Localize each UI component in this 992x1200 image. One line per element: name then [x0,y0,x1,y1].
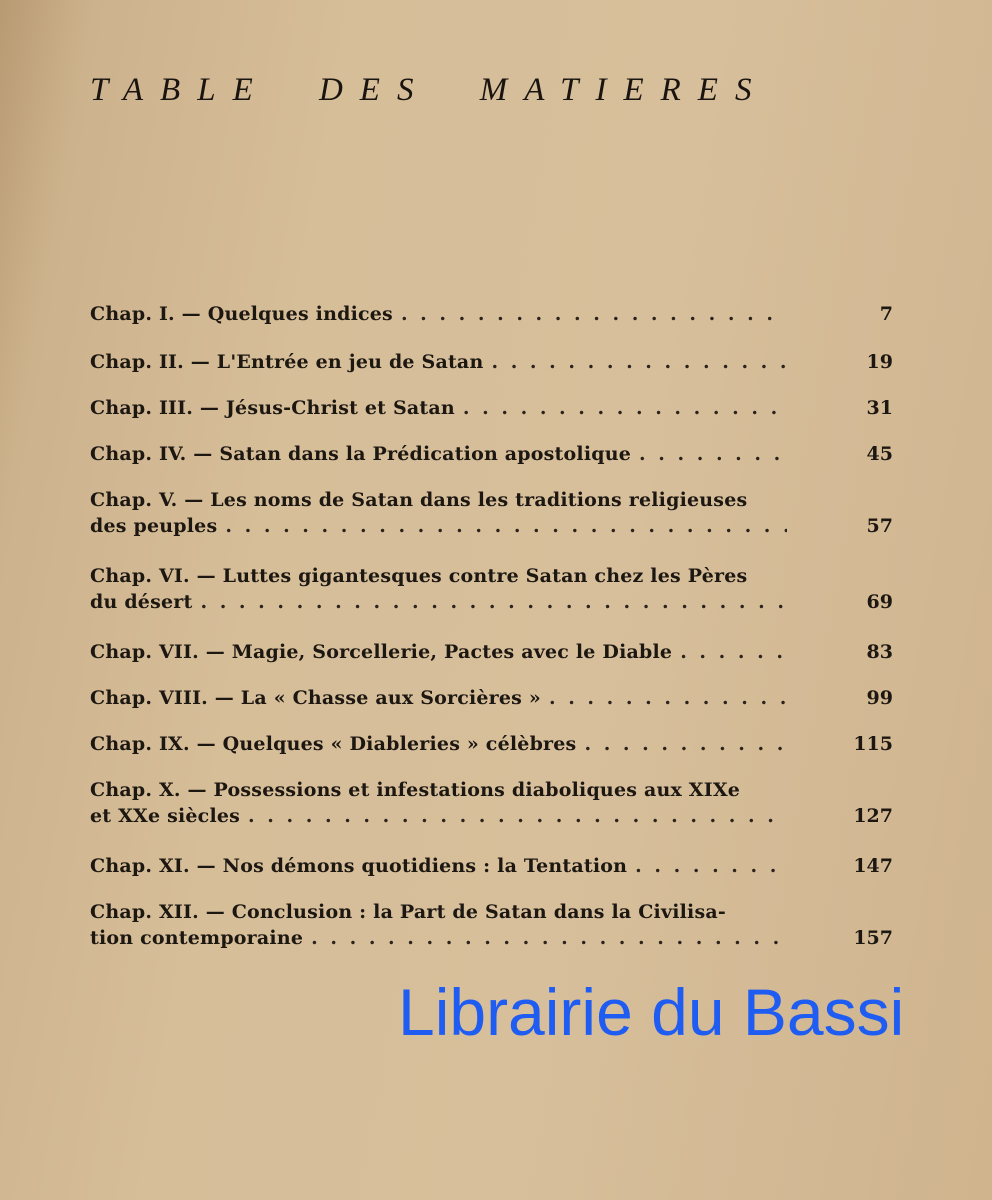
toc-entry-title: Chap. V. — Les noms de Satan dans les traditions religieuses [90,489,748,511]
toc-entry-title: Chap. I. — Quelques indices [90,303,393,325]
toc-entry-title: Chap. IV. — Satan dans la Prédication apostolique [90,443,632,465]
toc-entry [90,732,900,756]
leader-dots [584,732,787,756]
toc-entry [90,350,900,374]
leader-dots [639,442,787,466]
toc-entry-title: Chap. X. — Possessions et infestations diaboliques aux XIXe [90,779,741,801]
toc-entry [90,396,900,420]
toc-entry-title-continued: tion contemporaine [90,927,304,949]
leader-dots [401,302,787,326]
toc-entry-title: Chap. VII. — Magie, Sorcellerie, Pactes avec le Diable [90,641,673,663]
toc-entry [90,488,900,538]
leader-dots [311,926,787,950]
toc-entry [90,302,900,326]
toc-entry [90,778,900,828]
toc-page-number: 115 [853,733,893,755]
toc-entry [90,564,900,614]
toc-entry [90,640,900,664]
leader-dots [635,854,787,878]
toc-entry-title-continued: des peuples [90,515,218,537]
toc-page-number: 45 [866,443,893,465]
toc-page-number: 99 [866,687,893,709]
toc-entry-title: Chap. VI. — Luttes gigantesques contre Satan chez les Pères [90,565,748,587]
toc-page-number: 69 [866,591,893,613]
toc-page-number: 7 [879,303,893,325]
leader-dots [225,514,787,538]
toc-entry-title-continued: du désert [90,591,193,613]
toc-entry-title: Chap. XI. — Nos démons quotidiens : la Tentation [90,855,628,877]
toc-page-number: 157 [853,927,893,949]
toc-page-number: 57 [866,515,893,537]
toc-entry [90,854,900,878]
toc-entry-title: Chap. XII. — Conclusion : la Part de Satan dans la Civilisa- [90,901,726,923]
toc-entry-title: Chap. VIII. — La « Chasse aux Sorcières » [90,687,541,709]
leader-dots [549,686,787,710]
toc-entry-title: Chap. II. — L'Entrée en jeu de Satan [90,351,484,373]
toc-page-number: 127 [853,805,893,827]
toc-page-number: 147 [853,855,893,877]
toc-entry [90,442,900,466]
leader-dots [680,640,787,664]
leader-dots [200,590,787,614]
toc-entry-title: Chap. III. — Jésus-Christ et Satan [90,397,455,419]
seller-watermark: Librairie du Bassi [398,975,905,1049]
toc-entry [90,900,900,950]
toc-entry-title-continued: et XXe siècles [90,805,241,827]
leader-dots [491,350,787,374]
toc-entry-title: Chap. IX. — Quelques « Diableries » célèbres [90,733,577,755]
leader-dots [248,804,787,828]
toc-page-number: 83 [866,641,893,663]
page-title: TABLE DES MATIERES [90,72,769,108]
toc-entry [90,686,900,710]
leader-dots [463,396,787,420]
toc-page-number: 19 [866,351,893,373]
toc-page-number: 31 [866,397,893,419]
